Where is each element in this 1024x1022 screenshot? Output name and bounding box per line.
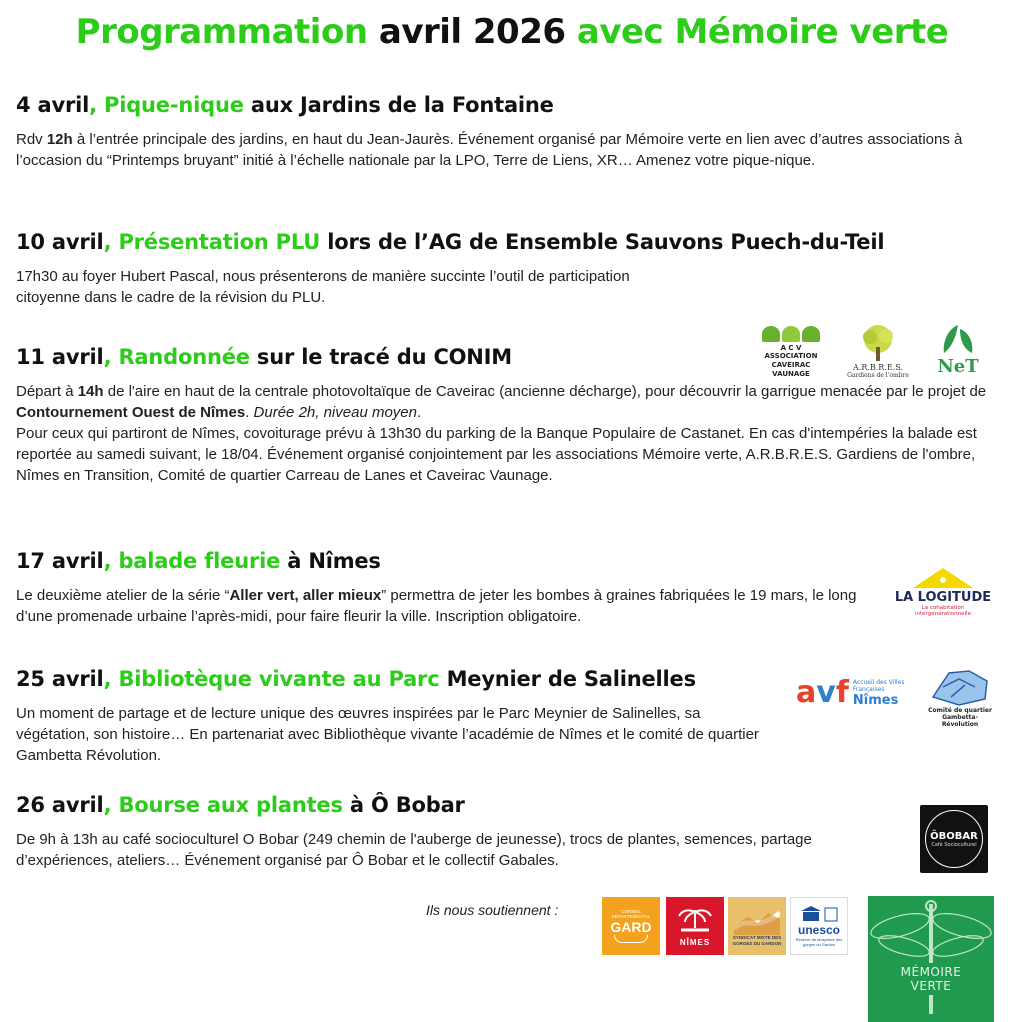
event-3-heading: 11 avril, Randonnée sur le tracé du CONIM	[16, 345, 512, 369]
page-title	[0, 12, 1024, 52]
syndicat-text: SYNDICAT MIXTE DES GORGES DU GARDON	[732, 935, 782, 946]
house-icon	[911, 566, 975, 590]
event-4-heading: 17 avril, balade fleurie à Nîmes	[16, 549, 381, 573]
gard-name: GARD	[610, 919, 652, 935]
acv-line2: CAVEIRAC	[771, 360, 811, 369]
obobar-logo	[920, 805, 988, 873]
title-part-3: avec Mémoire verte	[576, 12, 949, 52]
obobar-name: ÔBOBAR	[930, 830, 978, 842]
river-icon	[734, 905, 780, 935]
event-2	[16, 230, 1006, 308]
palm-crocodile-icon	[677, 906, 713, 938]
tree-icon	[762, 326, 780, 342]
title-part-2: avril 2026	[378, 12, 566, 52]
tree-icon	[858, 323, 898, 363]
event-1-heading: 4 avril, Pique-nique aux Jardins de la Fontaine	[16, 93, 554, 117]
event-1	[16, 93, 1006, 171]
event-1-text: Rdv 12h à l’entrée principale des jardins, en haut du Jean-Jaurès. Événement organisé par Mémoire verte en lien avec d’autres associations à l’occasion du “Printemps bruyant” initié à l’échelle nationale par la LPO, Terre de Liens, XR… Amenez votre pique-nique.	[16, 131, 963, 169]
comite-logo	[924, 664, 996, 730]
event-5-text: Un moment de partage et de lecture unique des œuvres inspirées par le Parc Meynier de Salinelles, sa végétation, son histoire… En partenariat avec Bibliothèque vivante l’académie de Nîmes et le comité de quartier Gambetta Révolution.	[16, 705, 759, 764]
arbres-line1: A.R.B.R.E.S.	[853, 363, 903, 372]
net-text: NeT	[937, 356, 979, 377]
comite-line1: Comité de quartier	[928, 706, 992, 714]
nimes-logo	[666, 897, 724, 955]
title-part-1: Programmation	[75, 12, 368, 52]
acv-line1: ASSOCIATION	[764, 351, 818, 360]
acv-logo	[752, 322, 830, 382]
memoire-line2: VERTE	[910, 979, 952, 993]
avf-small: Accueil des Villes Françaises	[852, 678, 905, 693]
event-3-text: Départ à 14h de l'aire en haut de la centrale photovoltaïque de Caveirac (ancienne décharge), pour découvrir la garrigue menacée par le projet de Contournement Ouest de Nîmes. Durée 2h, niveau moyen.	[16, 383, 987, 421]
memoire-line1: MÉMOIRE	[900, 965, 962, 979]
comite-line2: Gambetta-Révolution	[941, 713, 979, 728]
acv-letters: A C V	[780, 343, 802, 352]
arbres-logo	[842, 318, 914, 384]
acv-line3: VAUNAGE	[772, 369, 810, 378]
event-3-text-2: Pour ceux qui partiront de Nîmes, covoiturage prévu à 13h30 du parking de la Banque Populaire de Castanet. En cas d'intempéries la balade est reportée au samedi suivant, le 18/04. Événement organisé conjointement par les associations Mémoire verte, A.R.B.R.E.S. Gardiens de l'ombre, Nîmes en Transition, Comité de quartier Carreau de Lanes et Caveirac Vaunage.	[16, 425, 977, 484]
tree-icon	[802, 326, 820, 342]
syndicat-logo	[728, 897, 786, 955]
arch-icon	[614, 935, 648, 943]
unesco-sub: Réserve de biosphère des gorges du Gardon	[795, 937, 843, 947]
unesco-name: unesco	[797, 923, 840, 937]
lalogitude-tagline: La cohabitation intergénérationnelle	[915, 604, 971, 617]
event-4	[16, 549, 1006, 627]
gard-logo	[602, 897, 660, 955]
event-6-text: De 9h à 13h au café socioculturel O Bobar (249 chemin de l'auberge de jeunesse), trocs de plantes, semences, partage d’expériences, ateliers… Événement organisé par Ô Bobar et le collectif Gabales.	[16, 831, 812, 869]
event-4-text: Le deuxième atelier de la série “Aller vert, aller mieux” permettra de jeter les bombes à graines fabriquées le 19 mars, le long d’une promenade urbaine l’après-midi, pour faire fleurir la ville. Inscription obligatoire.	[16, 587, 857, 625]
dragonfly-icon	[868, 896, 994, 1022]
memoire-verte-logo	[868, 896, 994, 1022]
unesco-logo	[790, 897, 848, 955]
leaf-icon	[938, 323, 978, 357]
obobar-sub: Café Socioculturel	[931, 841, 977, 848]
arbres-line2: Gardiens de l'ombre	[847, 372, 909, 379]
gard-small: CONSEIL DÉPARTEMENTAL	[611, 909, 651, 919]
event-2-heading: 10 avril, Présentation PLU lors de l’AG de Ensemble Sauvons Puech-du-Teil	[16, 230, 885, 254]
event-6	[16, 793, 1006, 871]
map-icon	[929, 667, 991, 707]
avf-logo	[796, 670, 918, 716]
avf-mark: avf	[796, 675, 849, 710]
avf-city: Nîmes	[852, 692, 899, 708]
net-logo	[930, 318, 986, 382]
event-2-text: 17h30 au foyer Hubert Pascal, nous présenterons de manière succinte l’outil de participation citoyenne dans le cadre de la révision du PLU.	[16, 268, 630, 306]
event-5-heading: 25 avril, Bibliotèque vivante au Parc Meynier de Salinelles	[16, 667, 696, 691]
nimes-text: NÎMES	[679, 937, 711, 947]
support-label: Ils nous soutiennent :	[426, 902, 559, 918]
tree-icon	[782, 326, 800, 342]
lalogitude-name: LA LOGITUDE	[894, 589, 992, 605]
event-6-heading: 26 avril, Bourse aux plantes à Ô Bobar	[16, 793, 465, 817]
lalogitude-logo	[894, 562, 992, 620]
temple-icon	[799, 905, 839, 923]
